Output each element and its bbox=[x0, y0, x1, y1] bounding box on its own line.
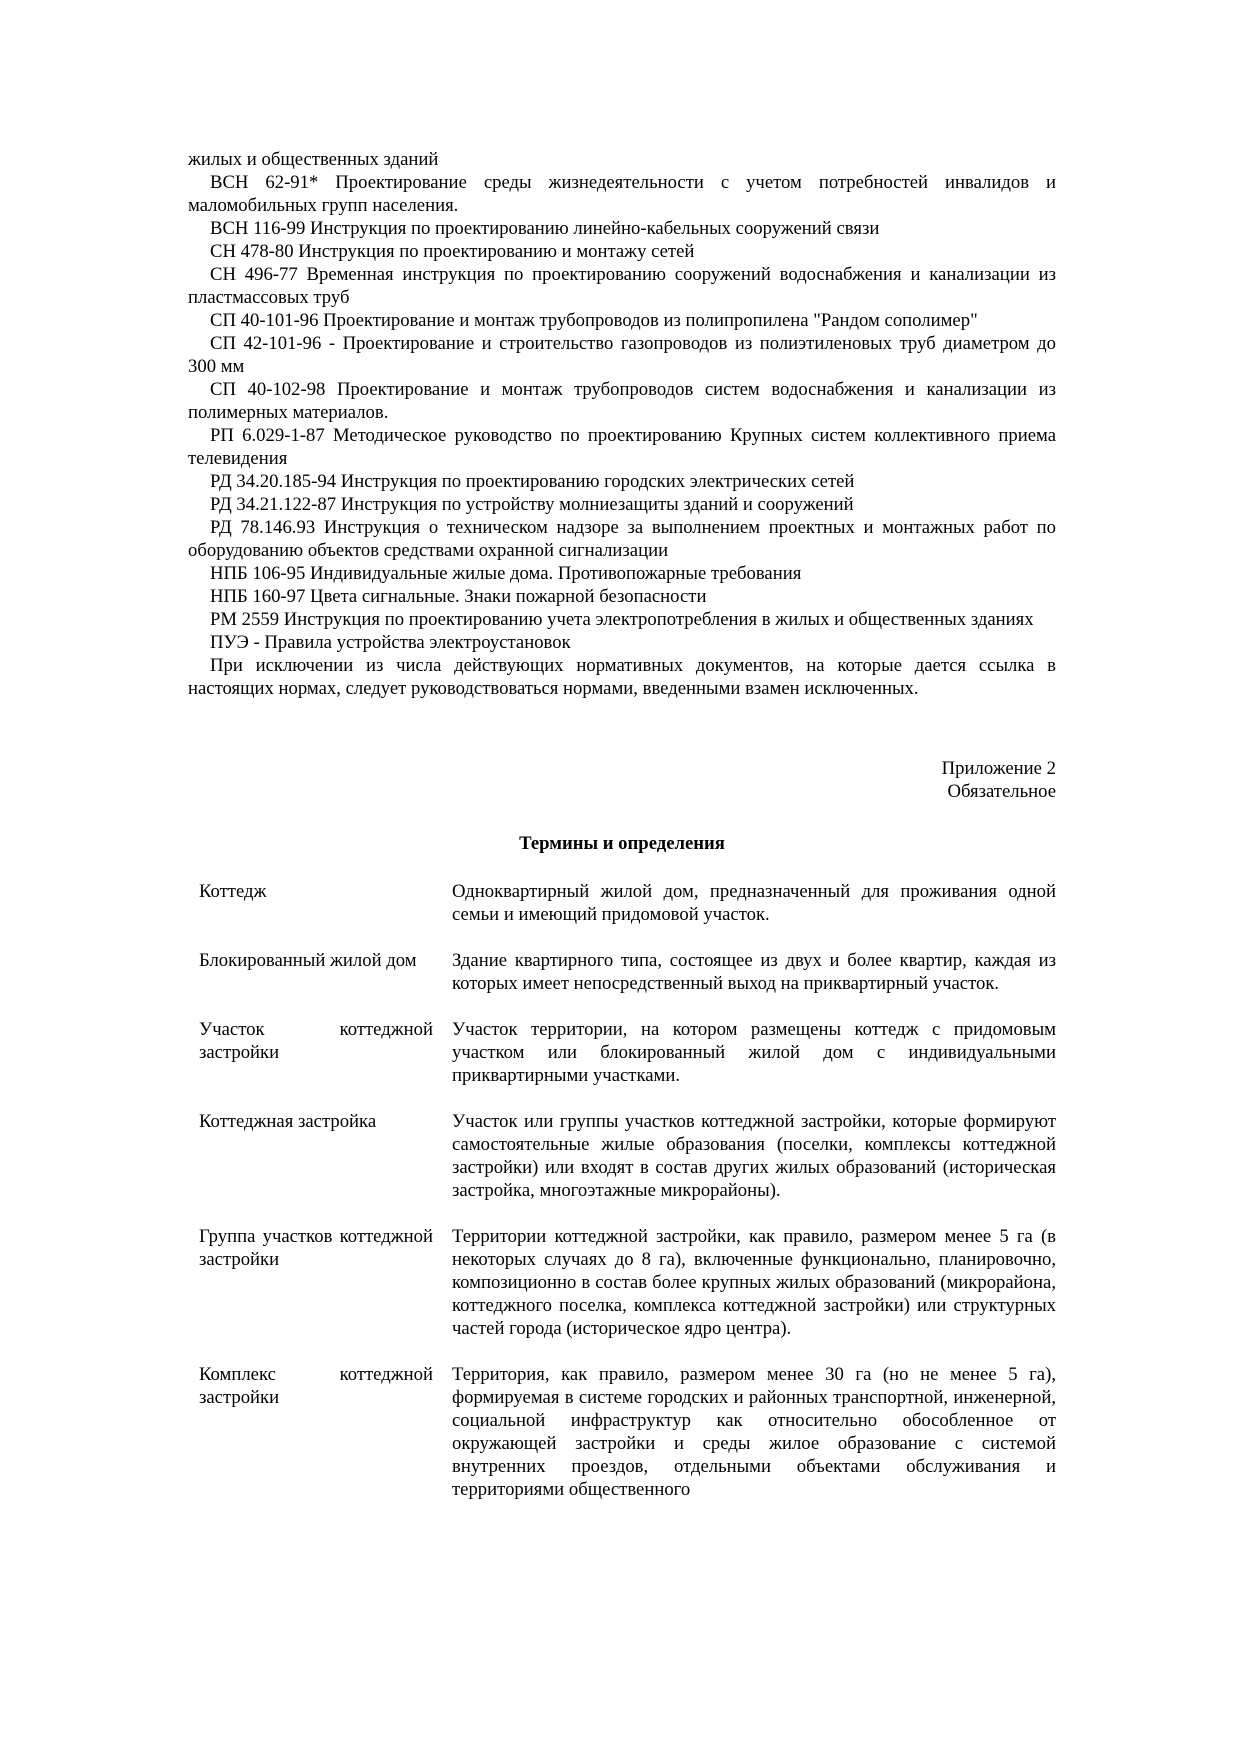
appendix-header bbox=[188, 757, 1056, 803]
term-definition: Участок территории, на котором размещены коттедж с придомовым участком или блокированный жилой дом с индивидуальными приквартирными участками. bbox=[452, 1019, 1056, 1086]
term-name: Участок коттеджной застройки bbox=[199, 1019, 433, 1063]
reference-item: РД 34.20.185-94 Инструкция по проектированию городских электрических сетей bbox=[210, 471, 855, 492]
term-row bbox=[188, 949, 1056, 995]
reference-item: РД 78.146.93 Инструкция о техническом надзоре за выполнением проектных и монтажных работ по оборудованию объектов средствами охранной сигнализации bbox=[188, 517, 1056, 561]
reference-item: СП 42-101-96 - Проектирование и строительство газопроводов из полиэтиленовых труб диаметром до 300 мм bbox=[188, 333, 1056, 377]
term-name: Комплекс коттеджной застройки bbox=[199, 1364, 433, 1408]
term-row bbox=[188, 1018, 1056, 1087]
term-row bbox=[188, 1110, 1056, 1202]
terms-table bbox=[188, 880, 1056, 1501]
term-name: Коттеджная застройка bbox=[199, 1111, 377, 1132]
document-page bbox=[188, 148, 1056, 1524]
reference-item: РМ 2559 Инструкция по проектированию учета электропотребления в жилых и общественных зданиях bbox=[210, 609, 1034, 630]
term-name: Группа участков коттеджной застройки bbox=[199, 1226, 433, 1270]
term-name: Блокированный жилой дом bbox=[199, 950, 417, 971]
term-definition: Территория, как правило, размером менее 30 га (но не менее 5 га), формируемая в системе городских и районных транспортной, инженерной, социальной инфраструктур как относительно обособленное от окружающей застройки и среды жилое образование с системой внутренних проездов, отдельными объектами обслуживания и территориями общественного bbox=[452, 1364, 1056, 1500]
reference-item: СН 496-77 Временная инструкция по проектированию сооружений водоснабжения и канализации из пластмассовых труб bbox=[188, 264, 1056, 308]
reference-item: НПБ 160-97 Цвета сигнальные. Знаки пожарной безопасности bbox=[210, 586, 707, 607]
reference-item: СП 40-102-98 Проектирование и монтаж трубопроводов систем водоснабжения и канализации из полимерных материалов. bbox=[188, 379, 1056, 423]
term-definition: Здание квартирного типа, состоящее из двух и более квартир, каждая из которых имеет непосредственный выход на приквартирный участок. bbox=[452, 950, 1056, 994]
term-row bbox=[188, 1363, 1056, 1501]
term-row bbox=[188, 1225, 1056, 1340]
reference-item: НПБ 106-95 Индивидуальные жилые дома. Противопожарные требования bbox=[210, 563, 802, 584]
term-definition: Участок или группы участков коттеджной застройки, которые формируют самостоятельные жилые образования (поселки, комплексы коттеджной застройки) или входят в состав других жилых образований (историческая застройка, многоэтажные микрорайоны). bbox=[452, 1111, 1056, 1201]
term-row bbox=[188, 880, 1056, 926]
appendix-status: Обязательное bbox=[947, 781, 1056, 802]
reference-item: СП 40-101-96 Проектирование и монтаж трубопроводов из полипропилена "Рандом сополимер" bbox=[210, 310, 978, 331]
reference-item: РП 6.029-1-87 Методическое руководство по проектированию Крупных систем коллективного приема телевидения bbox=[188, 425, 1056, 469]
reference-item: РД 34.21.122-87 Инструкция по устройству молниезащиты зданий и сооружений bbox=[210, 494, 854, 515]
reference-item: ВСН 62-91* Проектирование среды жизнедеятельности с учетом потребностей инвалидов и маломобильных групп населения. bbox=[188, 172, 1056, 216]
references-list bbox=[188, 171, 1056, 700]
continuation-line: жилых и общественных зданий bbox=[188, 149, 439, 170]
reference-item: ВСН 116-99 Инструкция по проектированию линейно-кабельных сооружений связи bbox=[210, 218, 880, 239]
reference-item: ПУЭ - Правила устройства электроустановок bbox=[210, 632, 571, 653]
section-title: Термины и определения bbox=[519, 833, 725, 854]
term-definition: Территории коттеджной застройки, как правило, размером менее 5 га (в некоторых случаях до 8 га), включенные функционально, планировочно, композиционно в состав более крупных жилых образований (микрорайона, коттеджного поселка, комплекса коттеджной застройки) или структурных частей города (историческое ядро центра). bbox=[452, 1226, 1056, 1339]
closing-note: При исключении из числа действующих нормативных документов, на которые дается ссылка в настоящих нормах, следует руководствоваться нормами, введенными взамен исключенных. bbox=[188, 655, 1056, 699]
term-definition: Одноквартирный жилой дом, предназначенный для проживания одной семьи и имеющий придомовой участок. bbox=[452, 881, 1056, 925]
appendix-label: Приложение 2 bbox=[941, 758, 1056, 779]
reference-item: СН 478-80 Инструкция по проектированию и монтажу сетей bbox=[210, 241, 695, 262]
term-name: Коттедж bbox=[199, 881, 267, 902]
